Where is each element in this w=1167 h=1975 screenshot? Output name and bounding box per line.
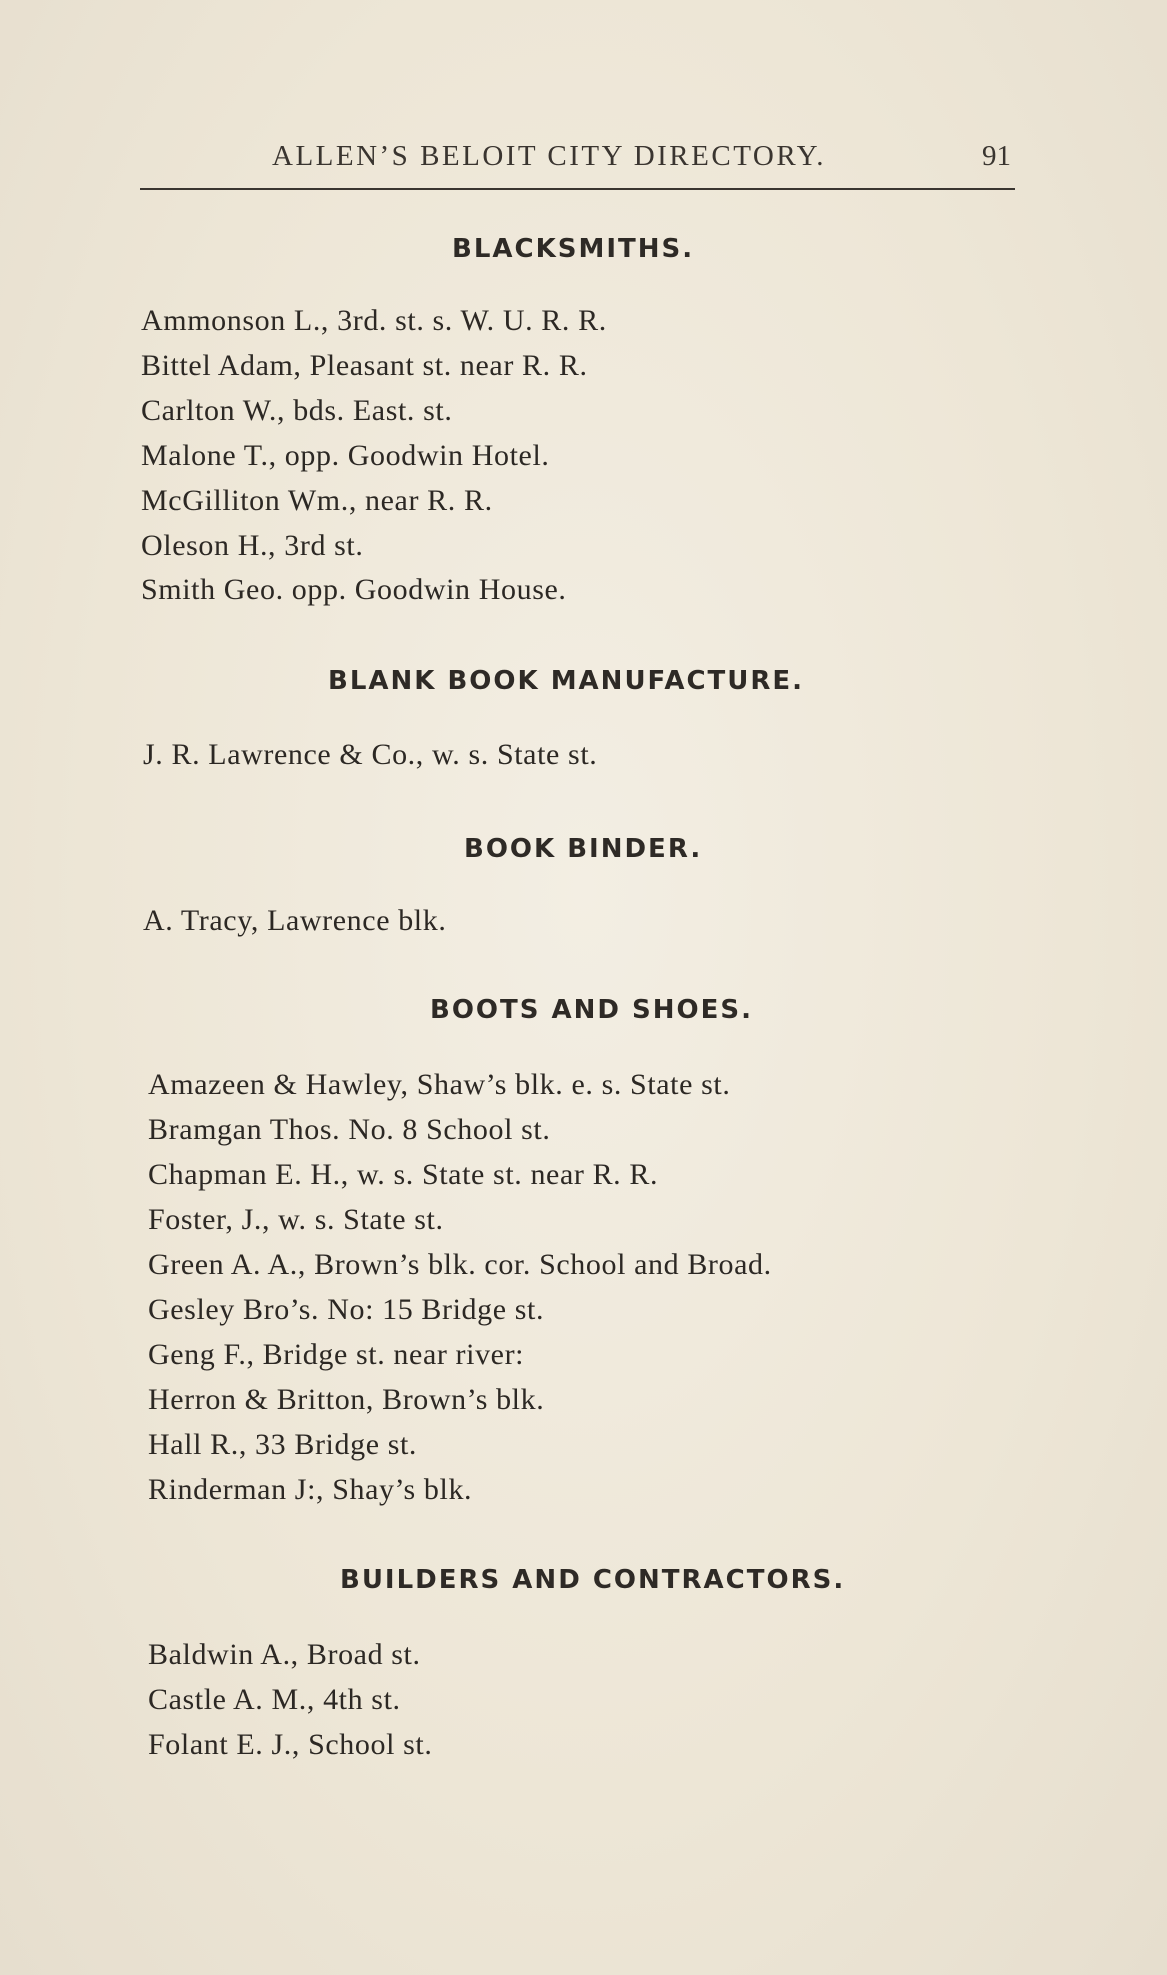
list-item: Chapman E. H., w. s. State st. near R. R. [148, 1158, 659, 1191]
list-item: Oleson H., 3rd st. [141, 529, 364, 562]
list-item: Hall R., 33 Bridge st. [148, 1428, 418, 1461]
section-heading-boots-and-shoes: BOOTS AND SHOES. [430, 995, 754, 1025]
list-item: Geng F., Bridge st. near river: [148, 1338, 525, 1371]
list-item: A. Tracy, Lawrence blk. [143, 904, 447, 937]
list-item: Carlton W., bds. East. st. [141, 394, 453, 427]
list-item: Foster, J., w. s. State st. [148, 1203, 444, 1236]
list-item: Bittel Adam, Pleasant st. near R. R. [141, 349, 588, 382]
list-item: Malone T., opp. Goodwin Hotel. [141, 439, 550, 472]
list-item: Ammonson L., 3rd. st. s. W. U. R. R. [141, 304, 607, 337]
list-item: Smith Geo. opp. Goodwin House. [141, 573, 567, 606]
page-header [140, 136, 1015, 180]
section-heading-blacksmiths: BLACKSMITHS. [452, 234, 695, 264]
section-heading-builders-and-contractors: BUILDERS AND CONTRACTORS. [340, 1565, 846, 1595]
list-item: Bramgan Thos. No. 8 School st. [148, 1113, 551, 1146]
section-heading-blank-book-manufacture: BLANK BOOK MANUFACTURE. [328, 666, 805, 696]
list-item: Gesley Bro’s. No: 15 Bridge st. [148, 1293, 545, 1326]
section-heading-book-binder: BOOK BINDER. [464, 834, 703, 864]
list-item: Green A. A., Brown’s blk. cor. School and Broad. [148, 1248, 772, 1281]
list-item: Herron & Britton, Brown’s blk. [148, 1383, 545, 1416]
running-title: ALLEN’S BELOIT CITY DIRECTORY. [272, 140, 827, 172]
list-item: McGilliton Wm., near R. R. [141, 484, 493, 517]
list-item: J. R. Lawrence & Co., w. s. State st. [143, 738, 598, 771]
list-item: Castle A. M., 4th st. [148, 1683, 401, 1716]
page-number: 91 [982, 140, 1011, 172]
list-item: Amazeen & Hawley, Shaw’s blk. e. s. State st. [148, 1068, 731, 1101]
list-item: Rinderman J:, Shay’s blk. [148, 1473, 473, 1506]
list-item: Folant E. J., School st. [148, 1728, 433, 1761]
header-rule [140, 188, 1015, 190]
list-item: Baldwin A., Broad st. [148, 1638, 421, 1671]
